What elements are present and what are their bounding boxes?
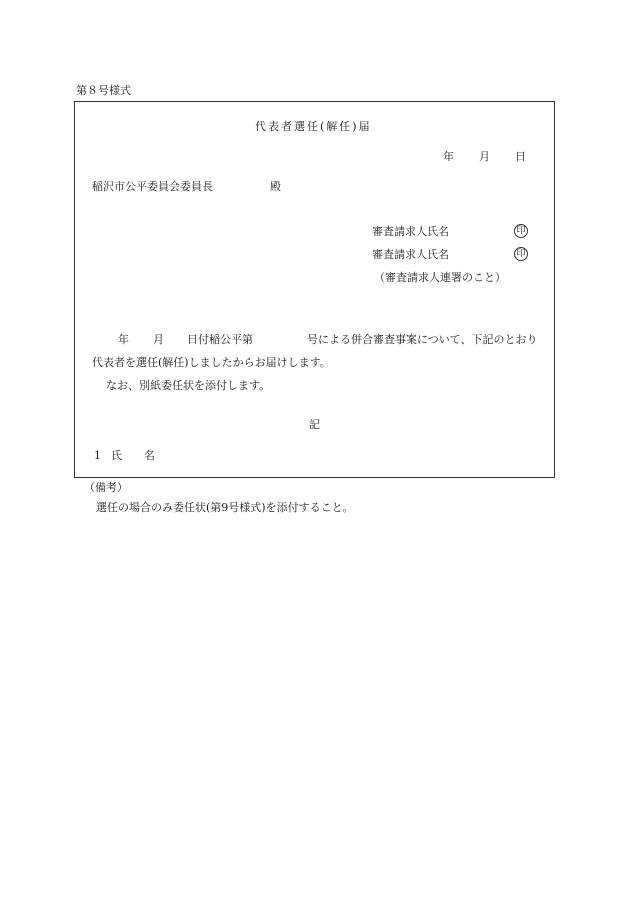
remarks-heading: （備考）: [84, 481, 128, 494]
joint-signature-note: （審査請求人連署のこと）: [374, 271, 506, 284]
addressee-honorific: 殿: [270, 180, 281, 193]
applicant-name-label: 審査請求人氏名: [372, 225, 449, 238]
body-line2: 代表者を選任(解任)しましたからお届けします。: [92, 356, 331, 369]
item1-label: 氏 名: [111, 449, 155, 462]
remarks-text: 選任の場合のみ委任状(第9号様式)を添付すること。: [96, 501, 354, 514]
form-title: 代表者選任(解任)届: [255, 120, 372, 133]
body-line1-rest: 号による併合審査事案について、下記のとおり: [307, 333, 538, 346]
ki-heading: 記: [309, 418, 320, 431]
seal-icon: 印: [514, 247, 528, 261]
date-month: 月: [479, 150, 490, 163]
item1-number: 1: [94, 449, 101, 462]
body-ref: 日付稲公平第: [187, 333, 253, 346]
body-year: 年: [118, 333, 129, 346]
date-year: 年: [443, 150, 454, 163]
body-month: 月: [153, 333, 164, 346]
applicant-name-label: 審査請求人氏名: [372, 248, 449, 261]
addressee-name: 稲沢市公平委員会委員長: [92, 180, 213, 193]
form-number: 第８号様式: [76, 84, 131, 97]
body-line3: なお、別紙委任状を添付します。: [106, 379, 271, 392]
date-day: 日: [515, 150, 526, 163]
seal-icon: 印: [514, 224, 528, 238]
